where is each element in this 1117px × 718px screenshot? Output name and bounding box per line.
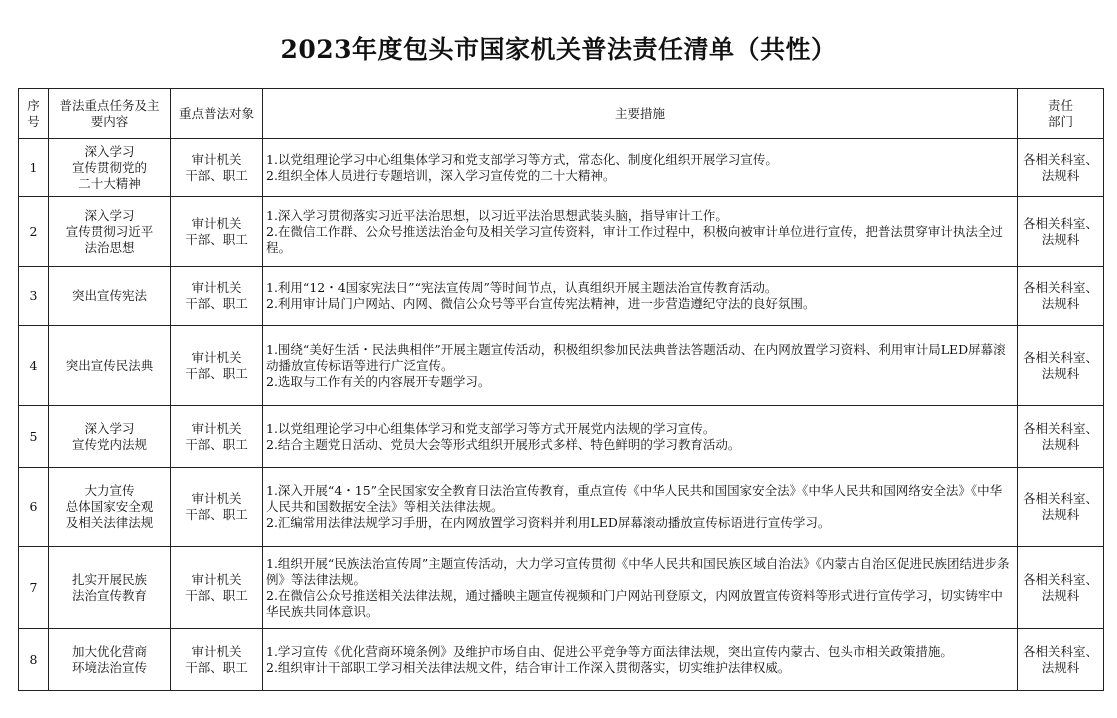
task-content: 加大优化营商 环境法治宣传 xyxy=(49,629,171,691)
row-number: 3 xyxy=(19,267,49,326)
table-row xyxy=(19,139,1104,197)
target-audience: 审计机关 干部、职工 xyxy=(171,326,263,406)
target-audience: 审计机关 干部、职工 xyxy=(171,267,263,326)
target-audience: 审计机关 干部、职工 xyxy=(171,139,263,197)
table-row xyxy=(19,547,1104,629)
table-row xyxy=(19,267,1104,326)
responsible-dept: 各相关科室、 法规科 xyxy=(1018,139,1104,197)
table-row xyxy=(19,326,1104,406)
responsible-dept: 各相关科室、 法规科 xyxy=(1018,326,1104,406)
target-audience: 审计机关 干部、职工 xyxy=(171,629,263,691)
page-title: 2023年度包头市国家机关普法责任清单（共性） xyxy=(280,35,837,64)
header-measures: 主要措施 xyxy=(263,89,1018,139)
table-row xyxy=(19,468,1104,547)
responsible-dept: 各相关科室、 法规科 xyxy=(1018,547,1104,629)
table-row xyxy=(19,406,1104,468)
main-measures: 1.学习宣传《优化营商环境条例》及维护市场自由、促进公平竞争等方面法律法规，突出宣传内蒙古、包头市相关政策措施。 2.组织审计干部职工学习相关法律法规文件，结合审计工作深入贯彻落实，切实维护法律权威。 xyxy=(263,629,1018,691)
header-dept: 责任 部门 xyxy=(1018,89,1104,139)
row-number: 1 xyxy=(19,139,49,197)
table-row xyxy=(19,629,1104,691)
task-content: 突出宣传宪法 xyxy=(49,267,171,326)
main-measures: 1.深入学习贯彻落实习近平法治思想，以习近平法治思想武装头脑，指导审计工作。 2.在微信工作群、公众号推送法治金句及相关学习宣传资料，审计工作过程中，积极向被审计单位进行宣传，把普法贯穿审计执法全过程。 xyxy=(263,197,1018,267)
row-number: 2 xyxy=(19,197,49,267)
task-content: 扎实开展民族 法治宣传教育 xyxy=(49,547,171,629)
task-content: 大力宣传 总体国家安全观 及相关法律法规 xyxy=(49,468,171,547)
table-row xyxy=(19,197,1104,267)
header-target: 重点普法对象 xyxy=(171,89,263,139)
main-measures: 1.以党组理论学习中心组集体学习和党支部学习等方式，常态化、制度化组织开展学习宣传。 2.组织全体人员进行专题培训，深入学习宣传党的二十大精神。 xyxy=(263,139,1018,197)
header-no: 序 号 xyxy=(19,89,49,139)
table-header-row xyxy=(19,89,1104,139)
task-content: 深入学习 宣传贯彻习近平 法治思想 xyxy=(49,197,171,267)
responsibility-table xyxy=(18,88,1104,691)
responsible-dept: 各相关科室、 法规科 xyxy=(1018,629,1104,691)
task-content: 深入学习 宣传贯彻党的 二十大精神 xyxy=(49,139,171,197)
main-measures: 1.以党组理论学习中心组集体学习和党支部学习等方式开展党内法规的学习宣传。 2.结合主题党日活动、党员大会等形式组织开展形式多样、特色鲜明的学习教育活动。 xyxy=(263,406,1018,468)
target-audience: 审计机关 干部、职工 xyxy=(171,468,263,547)
row-number: 5 xyxy=(19,406,49,468)
header-task: 普法重点任务及主 要内容 xyxy=(49,89,171,139)
task-content: 突出宣传民法典 xyxy=(49,326,171,406)
task-content: 深入学习 宣传党内法规 xyxy=(49,406,171,468)
responsible-dept: 各相关科室、 法规科 xyxy=(1018,468,1104,547)
responsible-dept: 各相关科室、 法规科 xyxy=(1018,267,1104,326)
target-audience: 审计机关 干部、职工 xyxy=(171,406,263,468)
target-audience: 审计机关 干部、职工 xyxy=(171,197,263,267)
main-measures: 1.利用“12・4国家宪法日”“宪法宣传周”等时间节点，认真组织开展主题法治宣传教育活动。 2.利用审计局门户网站、内网、微信公众号等平台宣传宪法精神，进一步营造遵纪守法的良好氛围。 xyxy=(263,267,1018,326)
responsible-dept: 各相关科室、 法规科 xyxy=(1018,406,1104,468)
responsible-dept: 各相关科室、 法规科 xyxy=(1018,197,1104,267)
row-number: 8 xyxy=(19,629,49,691)
row-number: 7 xyxy=(19,547,49,629)
main-measures: 1.组织开展“民族法治宣传周”主题宣传活动，大力学习宣传贯彻《中华人民共和国民族区域自治法》《内蒙古自治区促进民族团结进步条例》等法律法规。 2.在微信公众号推送相关法律法规，通过播映主题宣传视频和门户网站刊登原文，内网放置宣传资料等形式进行宣传学习，切实铸牢中华民族共同体意识。 xyxy=(263,547,1018,629)
target-audience: 审计机关 干部、职工 xyxy=(171,547,263,629)
main-measures: 1.围绕“美好生活・民法典相伴”开展主题宣传活动，积极组织参加民法典普法答题活动、在内网放置学习资料、利用审计局LED屏幕滚动播放宣传标语等进行广泛宣传。 2.选取与工作有关的内容展开专题学习。 xyxy=(263,326,1018,406)
main-measures: 1.深入开展“4・15”全民国家安全教育日法治宣传教育，重点宣传《中华人民共和国国家安全法》《中华人民共和国网络安全法》《中华人民共和国数据安全法》等相关法律法规。 2.汇编常用法律法规学习手册，在内网放置学习资料并利用LED屏幕滚动播放宣传标语进行宣传学习。 xyxy=(263,468,1018,547)
row-number: 4 xyxy=(19,326,49,406)
row-number: 6 xyxy=(19,468,49,547)
